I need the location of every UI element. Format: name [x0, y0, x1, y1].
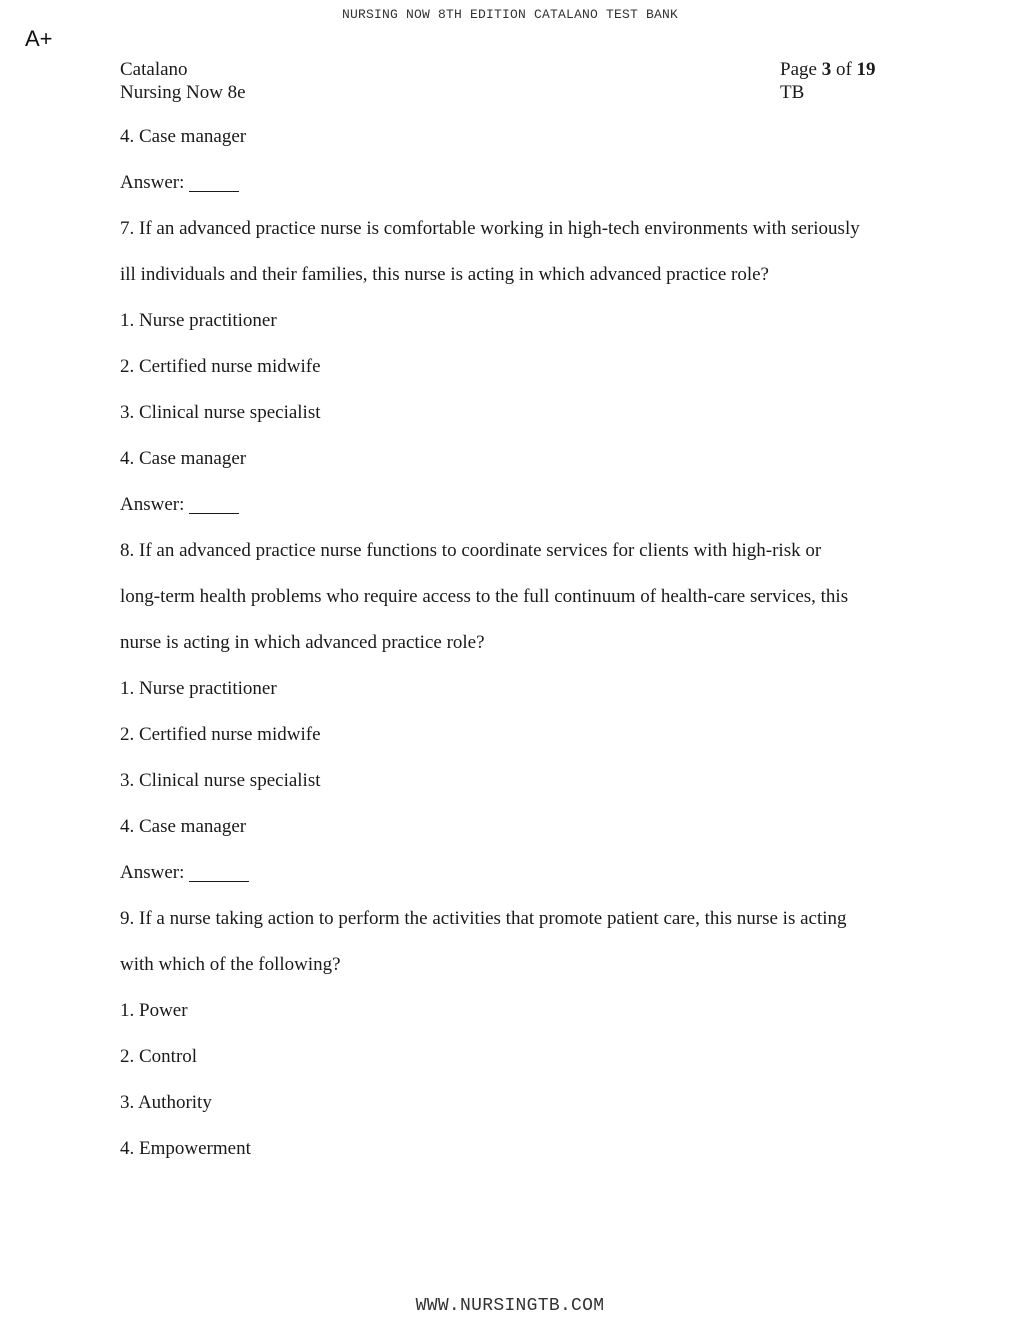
- document-footer: WWW.NURSINGTB.COM: [415, 1296, 605, 1316]
- document-banner: NURSING NOW 8TH EDITION CATALANO TEST BANK: [341, 7, 679, 22]
- answer-label: Answer:: [120, 862, 185, 883]
- page-of: of: [835, 59, 852, 80]
- document-body: [120, 114, 910, 1172]
- answer-blank[interactable]: [189, 863, 249, 882]
- answer-line: [120, 482, 910, 528]
- question-9-line-2: with which of the following?: [120, 954, 341, 975]
- page-word: Page: [780, 59, 817, 80]
- option-carryover-4: 4. Case manager: [120, 126, 247, 147]
- answer-line: [120, 160, 910, 206]
- page-indicator: [780, 58, 876, 81]
- answer-label: Answer:: [120, 172, 185, 193]
- header-right: [780, 58, 876, 104]
- question-9-line-1: 9. If a nurse taking action to perform the activities that promote patient care, this nurse is acting: [120, 908, 847, 929]
- question-9-option-4: 4. Empowerment: [120, 1138, 251, 1159]
- question-7-option-1: 1. Nurse practitioner: [120, 310, 277, 331]
- answer-label: Answer:: [120, 494, 185, 515]
- question-9-option-1: 1. Power: [120, 1000, 188, 1021]
- page-current: 3: [821, 59, 832, 80]
- header-tb: TB: [780, 82, 805, 103]
- question-7-line-1: 7. If an advanced practice nurse is comfortable working in high-tech environments with seriously: [120, 218, 860, 239]
- question-7-option-3: 3. Clinical nurse specialist: [120, 402, 321, 423]
- header-left: [120, 58, 246, 104]
- question-8-option-3: 3. Clinical nurse specialist: [120, 770, 321, 791]
- question-8-option-2: 2. Certified nurse midwife: [120, 724, 321, 745]
- answer-blank[interactable]: [189, 495, 239, 514]
- question-7-option-4: 4. Case manager: [120, 448, 247, 469]
- answer-line: [120, 850, 910, 896]
- answer-blank[interactable]: [189, 173, 239, 192]
- question-9-option-3: 3. Authority: [120, 1092, 212, 1113]
- header-book-title: Nursing Now 8e: [120, 82, 246, 103]
- question-7-line-2: ill individuals and their families, this nurse is acting in which advanced practice role?: [120, 264, 769, 285]
- question-8-option-4: 4. Case manager: [120, 816, 247, 837]
- question-8-line-2: long-term health problems who require access to the full continuum of health-care services, this: [120, 586, 849, 607]
- question-7-option-2: 2. Certified nurse midwife: [120, 356, 321, 377]
- header-author: Catalano: [120, 59, 188, 80]
- question-9-option-2: 2. Control: [120, 1046, 198, 1067]
- grade-mark: A+: [25, 26, 53, 51]
- question-8-line-1: 8. If an advanced practice nurse functions to coordinate services for clients with high-risk or: [120, 540, 822, 561]
- question-8-option-1: 1. Nurse practitioner: [120, 678, 277, 699]
- question-8-line-3: nurse is acting in which advanced practice role?: [120, 632, 485, 653]
- page-total: 19: [856, 59, 876, 80]
